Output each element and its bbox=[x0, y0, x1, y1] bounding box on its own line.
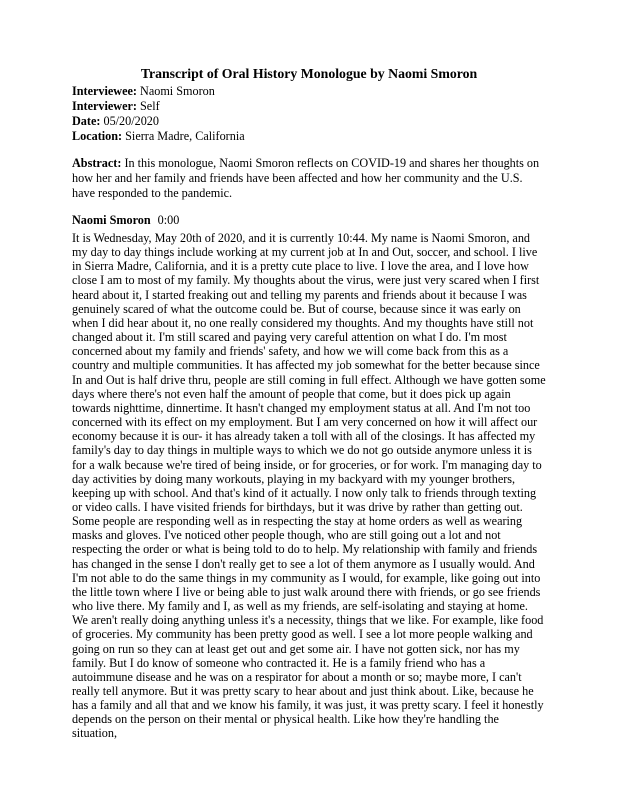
metadata-value: Sierra Madre, California bbox=[125, 129, 245, 143]
speaker-heading bbox=[72, 213, 546, 228]
metadata-line-location bbox=[72, 129, 546, 144]
metadata-value: 05/20/2020 bbox=[103, 114, 159, 128]
abstract-label: Abstract: bbox=[72, 156, 122, 170]
metadata-line-interviewer bbox=[72, 99, 546, 114]
metadata-section bbox=[72, 84, 546, 144]
metadata-value: Self bbox=[140, 99, 160, 113]
metadata-label: Date: bbox=[72, 114, 101, 128]
speaker-name: Naomi Smoron bbox=[72, 213, 151, 227]
metadata-label: Interviewer: bbox=[72, 99, 137, 113]
metadata-label: Location: bbox=[72, 129, 123, 143]
timestamp: 0:00 bbox=[157, 213, 180, 227]
abstract-text: In this monologue, Naomi Smoron reflects on COVID-19 and shares her thoughts on how her and her family and friends have been affected and how her community and the U.S. have responded to the pandemic. bbox=[72, 156, 540, 200]
transcript-paragraph: It is Wednesday, May 20th of 2020, and it is currently 10:44. My name is Naomi Smoron, and my day to day things include working at my current job at In and Out, soccer, and school. I live in Sierra Madre, California, and it is a pretty cute place to live. I love the area, and I love how close I am to most of my family. My thoughts about the virus, were just very scared when I first heard about it, I started freaking out and telling my parents and friends about it because I was genuinely scared of what the outcome could be. But of course, because since it was early on when I did hear about it, no one really considered my thoughts. And my thoughts have still not changed about it. I'm still scared and paying very careful attention on what I do. I'm most concerned about my family and friends' safety, and how we will come back from this as a country and multiple communities. It has affected my job somewhat for the better because since In and Out is half drive thru, people are still coming in full effect. Although we have gotten some days where there's not even half the amount of people that come, but it does pick up again towards nighttime, dinnertime. It hasn't changed my employment status at all. And I'm not too concerned with its effect on my employment. But I am very concerned on how it will affect our economy because it is our- it has already taken a toll with all of the closings. It has affected my family's day to day things in multiple ways to which we do not go outside anymore unless it is for a walk because we're tired of being inside, or for groceries, or for work. I'm managing day to day activities by doing many workouts, playing in my backyard with my younger brothers, keeping up with school. And that's kind of it actually. I now only talk to friends through texting or video calls. I have visited friends for birthdays, but it was drive by rather than getting out. Some people are responding well as in respecting the stay at home orders as well as wearing masks and gloves. I've noticed other people though, who are still going out a lot and not respecting the order or what is being told to do to help. My relationship with family and friends has changed in the sense I don't really get to see a lot of them anymore as I usually would. And I'm not able to do the same things in my community as I would, for example, like going out into the little town where I live or being able to just walk around there with friends, or go see friends who live there. My family and I, as well as my friends, are self-isolating and staying at home. We aren't really doing anything unless it's a necessity, things that we like. For example, like food of groceries. My community has been pretty good as well. I see a lot more people walking and going on run so they can at least get out and get some air. I have not gotten sick, nor has my family. But I do know of someone who contracted it. He is a family friend who has a autoimmune disease and he was on a respirator for about a month or so; maybe more, I can't really tell anymore. But it was pretty scary to hear about and just think about. Like, because he has a family and all that and we know his family, it was just, it was pretty scary. I feel it honestly depends on the person on their mental or physical health. Like how they're handling the situation, bbox=[72, 231, 546, 741]
metadata-line-interviewee bbox=[72, 84, 546, 99]
document-title: Transcript of Oral History Monologue by Naomi Smoron bbox=[140, 66, 478, 81]
metadata-line-date bbox=[72, 114, 546, 129]
abstract bbox=[72, 156, 546, 201]
transcript-section bbox=[72, 213, 546, 741]
metadata-label: Interviewee: bbox=[72, 84, 137, 98]
metadata-value: Naomi Smoron bbox=[140, 84, 215, 98]
